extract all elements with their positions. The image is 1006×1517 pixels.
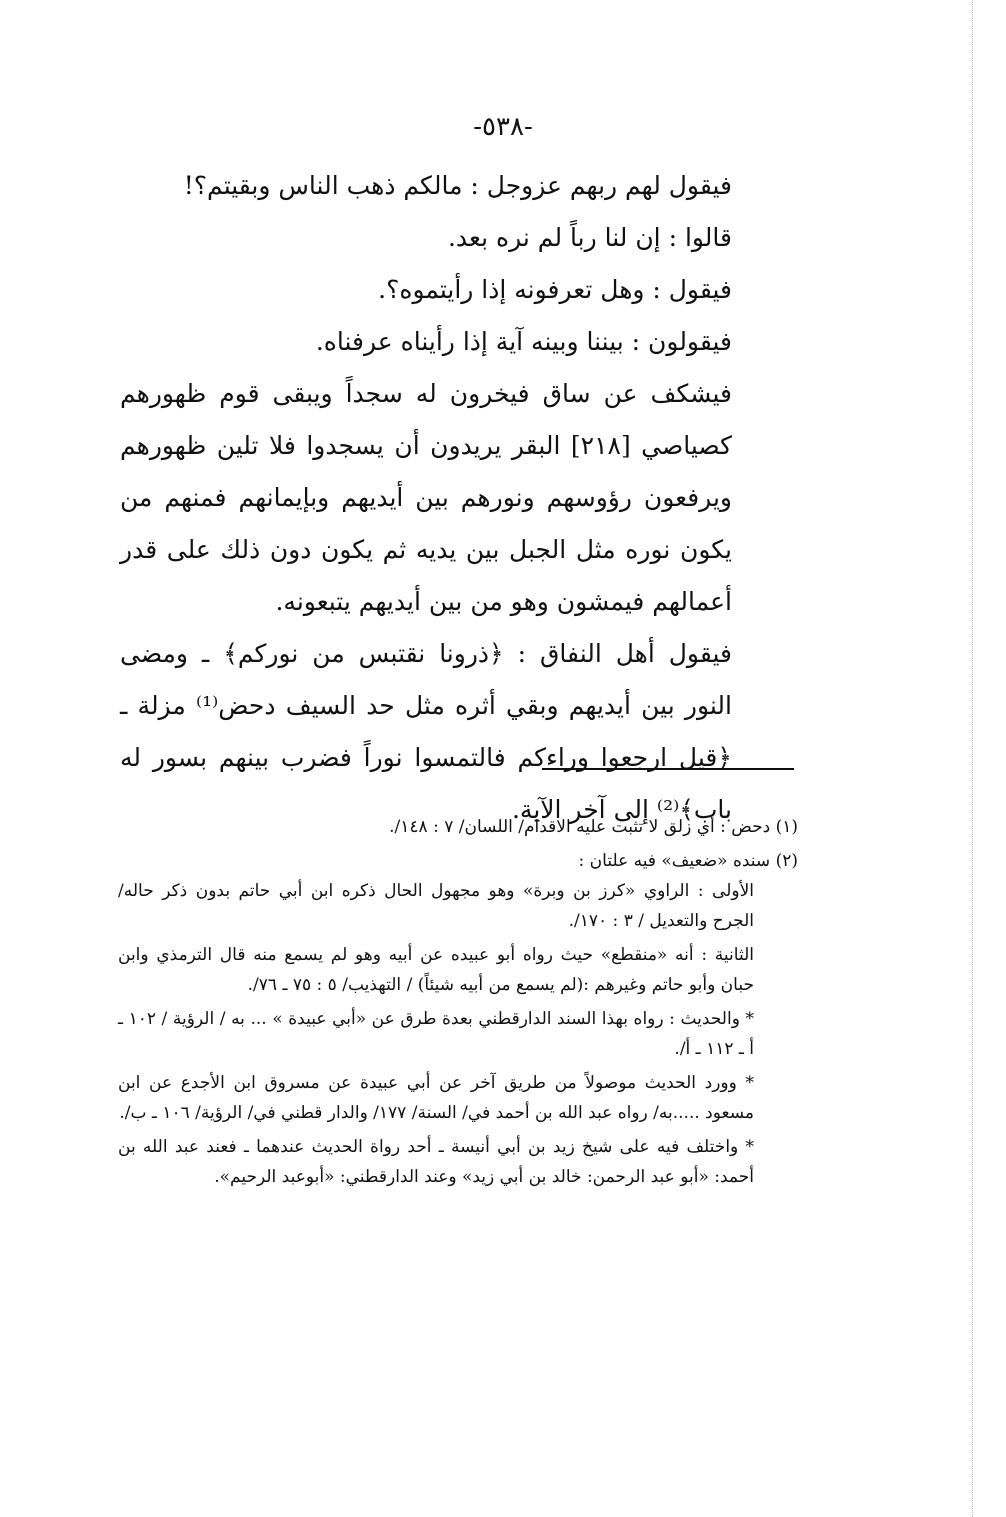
dialogue-line: فيقولون : بيننا وبينه آية إذا رأيناه عرفناه.	[315, 327, 732, 356]
footnote-note: * والحديث : رواه بهذا السند الدارقطني بعدة طرق عن «أبي عبيدة » ... به / الرؤية / ١٠٢ ـ أ ـ ١١٢ ـ أ/.	[118, 1009, 754, 1059]
dialogue-line: فيقول لهم ربهم عزوجل : مالكم ذهب الناس وبقيتم؟!	[183, 171, 732, 200]
footnote-note: * وورد الحديث موصولاً من طريق آخر عن أبي عبيدة عن مسروق ابن الأجدع عن ابن مسعود .....به/ رواه عبد الله بن أحمد في/ السنة/ ١٧٧/ والدار قطني في/ الرؤية/ ١٠٦ ـ ب/.	[118, 1073, 754, 1123]
dialogue-line: قالوا : إن لنا رباً لم نره بعد.	[447, 223, 732, 252]
footnote-note: * واختلف فيه على شيخ زيد بن أبي أنيسة ـ أحد رواة الحديث عندهما ـ فعند عبد الله بن أحمد: «أبو عبد الرحمن: خالد بن أبي زيد» وعند الدارقطني: «أبوعبد الرحيم».	[118, 1137, 754, 1187]
page-number: -٥٣٨-	[473, 112, 533, 142]
footnotes	[118, 812, 798, 1192]
page-edge-dotted-line	[972, 0, 973, 1517]
footnote-2-first-defect: الأولى : الراوي «كرز بن وبرة» وهو مجهول الحال ذكره ابن أبي حاتم بدون ذكر حاله/ الجرح والتعديل / ٣ : ١٧٠/.	[118, 881, 754, 931]
footnote-2-second-defect: الثانية : أنه «منقطع» حيث رواه أبو عبيده عن أبيه وهو لم يسمع منه قال الترمذي وابن حبان وأبو حاتم وغيرهم :(لم يسمع من أبيه شيئاً) / التهذيب/ ٥ : ٧٥ ـ ٧٦/.	[118, 945, 754, 995]
footnote-2: (٢) سنده «ضعيف» فيه علتان :	[578, 851, 798, 871]
footnote-separator	[542, 768, 794, 770]
main-text	[120, 160, 792, 836]
paragraph: فيشكف عن ساق فيخرون له سجداً ويبقى قوم ظهورهم كصياصي [٢١٨] البقر يريدون أن يسجدوا فلا تلين ظهورهم ويرفعون رؤوسهم ونورهم بين أيديهم وبإيمانهم فمنهم من يكون نوره مثل الجبل بين يديه ثم يكون دون ذلك على قدر أعمالهم فيمشون وهو من بين أيديهم يتبعونه.	[120, 379, 732, 616]
footnote-1: (١) دحض : أي زلق لا تثبت عليه الاقدام/ اللسان/ ٧ : ١٤٨/.	[389, 817, 798, 837]
dialogue-line: فيقول : وهل تعرفونه إذا رأيتموه؟.	[378, 275, 732, 304]
paragraph: فيقول أهل النفاق : ﴿ذرونا نقتبس من نوركم﴾ ـ ومضى النور بين أيديهم وبقي أثره مثل حد السيف دحض⁽¹⁾ مزلة ـ ﴿قيل ارجعوا وراءكم فالتمسوا نوراً فضرب بينهم بسور له باب﴾⁽²⁾ إلى آخر الآية.	[120, 639, 732, 824]
